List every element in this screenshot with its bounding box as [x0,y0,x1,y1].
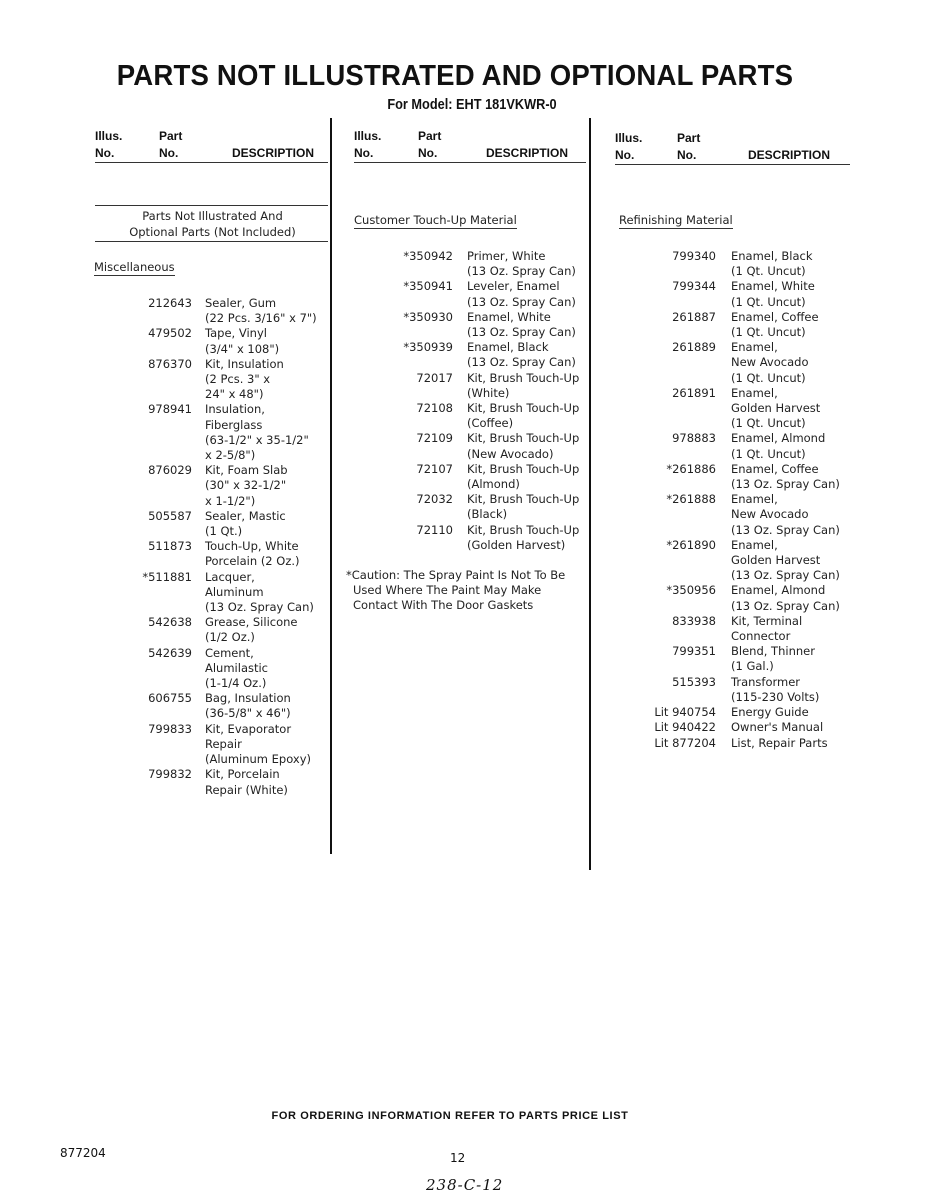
part-list-item [618,279,840,309]
part-list-item [618,386,840,432]
description-line: Enamel, Coffee [731,309,819,324]
part-description [205,646,268,692]
part-list-item [100,570,317,616]
description-line: Golden Harvest [731,401,821,416]
description-line: (1 Qt. Uncut) [731,446,806,461]
description-line: Blend, Thinner [731,644,815,659]
no-label: No. [677,148,697,162]
description-line: Repair [205,736,242,751]
part-label: Part [677,131,701,145]
description-line: Lacquer, [205,569,255,584]
description-line: Leveler, Enamel [467,279,560,294]
part-number: 978883 [672,431,716,446]
document-number: 877204 [60,1146,106,1160]
description-line: (Aluminum Epoxy) [205,752,312,767]
part-description [205,402,309,463]
description-line: Enamel, Coffee [731,461,819,476]
part-description [467,492,579,522]
subsection-label: Miscellaneous [94,260,175,274]
part-header [677,130,700,164]
part-description [205,509,286,539]
part-description [731,583,840,613]
description-line: (13 Oz. Spray Can) [467,325,576,340]
part-number: 72107 [416,461,453,476]
part-number: 261891 [672,385,716,400]
part-number: *350930 [403,309,453,324]
part-description [205,296,317,326]
description-line: (1 Qt. Uncut) [731,325,806,340]
column-divider [589,118,591,870]
part-label: Part [418,129,442,143]
illus-header [354,128,381,162]
part-description [205,570,314,616]
part-number: 261889 [672,340,716,355]
part-number: 542639 [148,645,192,660]
part-description [467,462,579,492]
part-number: 72108 [416,401,453,416]
part-list-item [100,615,317,645]
description-line: Kit, Terminal [731,613,803,628]
description-line: Tape, Vinyl [205,326,267,341]
part-list-item [355,523,579,553]
part-number: 479502 [148,326,192,341]
description-line: Enamel, [731,492,778,507]
description-line: Kit, Porcelain [205,767,280,782]
part-number: 511873 [148,539,192,554]
description-line: Insulation, [205,402,265,417]
part-description [205,326,279,356]
part-description [731,431,825,461]
part-header [159,128,182,162]
description-line: Enamel, Almond [731,583,826,598]
caution-line: Used Where The Paint May Make [353,583,542,598]
description-line: (36-5/8" x 46") [205,706,291,721]
description-line: x 2-5/8") [205,448,256,463]
part-list-item [618,583,840,613]
page-number: 12 [450,1151,466,1165]
description-line: Kit, Brush Touch-Up [467,431,580,446]
description-line: (Black) [467,507,508,522]
column-divider [330,118,332,854]
description-line: Enamel, Almond [731,431,826,446]
part-description [731,310,819,340]
part-description [205,722,311,768]
illus-label: Illus. [95,129,123,143]
description-line: (1 Gal.) [731,659,774,674]
part-description [467,431,579,461]
part-number: 799833 [148,721,192,736]
part-description [467,310,576,340]
parts-list-miscellaneous [100,296,317,798]
description-line: Porcelain (2 Oz.) [205,554,300,569]
illus-label: Illus. [354,129,382,143]
description-line: x 1-1/2") [205,493,256,508]
description-line: Sealer, Gum [205,296,277,310]
part-list-item [355,401,579,431]
part-description [731,675,819,705]
part-description [467,523,579,553]
part-list-item [355,371,579,401]
description-line: Enamel, [731,385,778,400]
description-line: (1 Qt.) [205,524,243,539]
caution-line: *Caution: The Spray Paint Is Not To Be [346,568,566,582]
no-label: No. [159,146,179,160]
section-label: Refinishing Material [619,213,733,227]
part-description [467,249,576,279]
illus-label: Illus. [615,131,643,145]
part-number: 876370 [148,356,192,371]
part-list-item [100,767,317,797]
description-line: Owner's Manual [731,720,824,735]
no-label: No. [615,148,635,162]
description-line: Energy Guide [731,705,809,720]
subsection-miscellaneous [94,259,175,276]
part-number: 876029 [148,463,192,478]
part-list-item [618,492,840,538]
description-line: (30" x 32-1/2" [205,478,287,493]
part-label: Part [159,129,183,143]
model-subtitle: For Model: EHT 181VKWR-0 [387,96,557,113]
description-line: 24" x 48") [205,387,264,402]
part-number: 799351 [672,644,716,659]
part-number: *261890 [666,537,716,552]
part-number: 212643 [148,296,192,310]
header-rule [354,162,586,163]
part-description [467,371,579,401]
part-list-item [355,340,579,370]
illus-header [615,130,642,164]
description-line: Kit, Brush Touch-Up [467,401,580,416]
part-number: *350942 [403,249,453,263]
part-number: 833938 [672,613,716,628]
description-line: Bag, Insulation [205,691,291,706]
part-number: 606755 [148,691,192,706]
part-number: 799340 [672,249,716,263]
part-list-item [618,675,840,705]
description-line: Sealer, Mastic [205,508,286,523]
part-number: 542638 [148,615,192,630]
description-line: (Almond) [467,477,520,492]
part-list-item [618,340,840,386]
part-number: 72017 [416,370,453,385]
description-line: (1 Qt. Uncut) [731,416,806,431]
description-line: (1/2 Oz.) [205,630,255,645]
description-line: (13 Oz. Spray Can) [467,294,576,309]
section-rule [95,241,328,242]
description-line: (22 Pcs. 3/16" x 7") [205,311,317,326]
handwritten-note: 238-C-12 [426,1176,504,1194]
part-number: Lit 940754 [654,705,716,720]
parts-list-touch-up [355,249,579,553]
part-number: 799344 [672,279,716,294]
part-number: Lit 940422 [654,720,716,735]
description-line: Aluminum [205,584,264,599]
part-number: 515393 [672,674,716,689]
section-title-line: Optional Parts (Not Included) [129,225,296,239]
part-list-item [618,310,840,340]
part-description [731,538,840,584]
description-line: Enamel, White [467,309,551,324]
part-description [731,720,823,735]
description-line: (13 Oz. Spray Can) [731,522,840,537]
no-label: No. [95,146,115,160]
part-list-item [100,539,317,569]
description-line: List, Repair Parts [731,735,828,750]
part-description [731,340,808,386]
part-description [731,614,802,644]
part-description [205,463,288,509]
description-line: Kit, Brush Touch-Up [467,522,580,537]
part-description [205,357,284,403]
description-line: (1 Qt. Uncut) [731,370,806,385]
part-list-item [100,722,317,768]
part-description [731,644,815,674]
part-number: 72109 [416,431,453,446]
description-line: (White) [467,385,510,400]
part-number: 72032 [416,492,453,507]
description-line: (1 Qt. Uncut) [731,294,806,309]
section-title-line: Parts Not Illustrated And [142,209,283,223]
description-line: (13 Oz. Spray Can) [731,568,840,583]
no-label: No. [418,146,438,160]
part-list-item [355,462,579,492]
part-number: *261888 [666,492,716,507]
description-line: Enamel, White [731,279,815,294]
description-line: (13 Oz. Spray Can) [731,477,840,492]
part-number: *511881 [142,569,192,584]
description-line: Golden Harvest [731,553,821,568]
part-description [731,249,813,279]
part-list-item [100,357,317,403]
part-list-item [100,691,317,721]
description-line: Enamel, Black [467,340,549,355]
part-description [205,615,298,645]
part-number: Lit 877204 [654,735,716,750]
part-description [205,767,288,797]
section-title-customer-touch-up [354,212,517,229]
description-line: Connector [731,629,791,644]
description-line: (13 Oz. Spray Can) [731,598,840,613]
part-number: 505587 [148,508,192,523]
part-description [731,705,809,720]
part-list-item [355,310,579,340]
section-rule [95,205,328,206]
illus-header [95,128,122,162]
part-description [731,279,815,309]
description-line: Cement, [205,645,254,660]
description-line: Enamel, Black [731,249,813,263]
caution-note [346,568,565,614]
section-title-refinishing [619,212,733,229]
description-header: DESCRIPTION [232,146,315,160]
description-header: DESCRIPTION [486,146,569,160]
description-line: Kit, Brush Touch-Up [467,492,580,507]
part-list-item [618,644,840,674]
description-line: Fiberglass [205,417,263,432]
description-line: (13 Oz. Spray Can) [467,264,576,279]
description-line: (63-1/2" x 35-1/2" [205,432,309,447]
part-description [205,539,300,569]
no-label: No. [354,146,374,160]
description-line: (1 Qt. Uncut) [731,264,806,279]
part-description [467,279,576,309]
part-list-item [355,492,579,522]
part-list-item [100,646,317,692]
description-line: New Avocado [731,507,809,522]
part-number: 799832 [148,767,192,782]
description-line: Primer, White [467,249,546,263]
part-list-item [100,463,317,509]
description-line: Transformer [731,674,801,689]
description-line: (115-230 Volts) [731,689,820,704]
part-list-item [618,736,840,751]
header-rule [95,162,328,163]
caution-line: Contact With The Door Gaskets [353,598,534,613]
description-line: Enamel, [731,340,778,355]
part-number: 72110 [416,522,453,537]
description-line: (Coffee) [467,416,514,431]
description-line: Touch-Up, White [205,539,299,554]
part-description [731,736,828,751]
part-number: *350956 [666,583,716,598]
description-line: Kit, Evaporator [205,721,292,736]
part-description [731,492,840,538]
part-description [467,401,579,431]
ordering-footer: FOR ORDERING INFORMATION REFER TO PARTS PRICE LIST [271,1110,629,1122]
description-line: (Golden Harvest) [467,537,566,552]
parts-list-refinishing [618,249,840,751]
description-header: DESCRIPTION [748,148,831,162]
description-line: (New Avocado) [467,446,554,461]
part-list-item [355,249,579,279]
part-description [731,386,820,432]
part-list-item [100,509,317,539]
description-line: Grease, Silicone [205,615,298,630]
description-line: (3/4" x 108") [205,341,280,356]
part-description [731,462,840,492]
section-title-parts-not-illustrated [95,208,330,240]
description-line: (13 Oz. Spray Can) [205,600,314,615]
part-list-item [618,614,840,644]
description-line: Kit, Brush Touch-Up [467,370,580,385]
part-number: *350941 [403,279,453,294]
part-list-item [618,538,840,584]
description-line: Kit, Brush Touch-Up [467,461,580,476]
part-list-item [100,296,317,326]
part-description [205,691,291,721]
part-header [418,128,441,162]
description-line: Enamel, [731,537,778,552]
section-label: Customer Touch-Up Material [354,213,517,227]
part-number: *350939 [403,340,453,355]
part-list-item [618,431,840,461]
description-line: New Avocado [731,355,809,370]
part-number: 978941 [148,402,192,417]
part-list-item [618,462,840,492]
page-title: PARTS NOT ILLUSTRATED AND OPTIONAL PARTS [116,60,794,92]
description-line: (2 Pcs. 3" x [205,372,271,387]
description-line: Kit, Insulation [205,356,284,371]
part-list-item [355,279,579,309]
part-description [467,340,576,370]
part-list-item [618,249,840,279]
description-line: Alumilastic [205,660,269,675]
part-number: *261886 [666,461,716,476]
part-list-item [355,431,579,461]
part-list-item [618,720,840,735]
header-rule [615,164,850,165]
description-line: Repair (White) [205,782,288,797]
description-line: (1-1/4 Oz.) [205,676,267,691]
part-number: 261887 [672,309,716,324]
part-list-item [618,705,840,720]
part-list-item [100,402,317,463]
part-list-item [100,326,317,356]
description-line: Kit, Foam Slab [205,463,288,478]
description-line: (13 Oz. Spray Can) [467,355,576,370]
